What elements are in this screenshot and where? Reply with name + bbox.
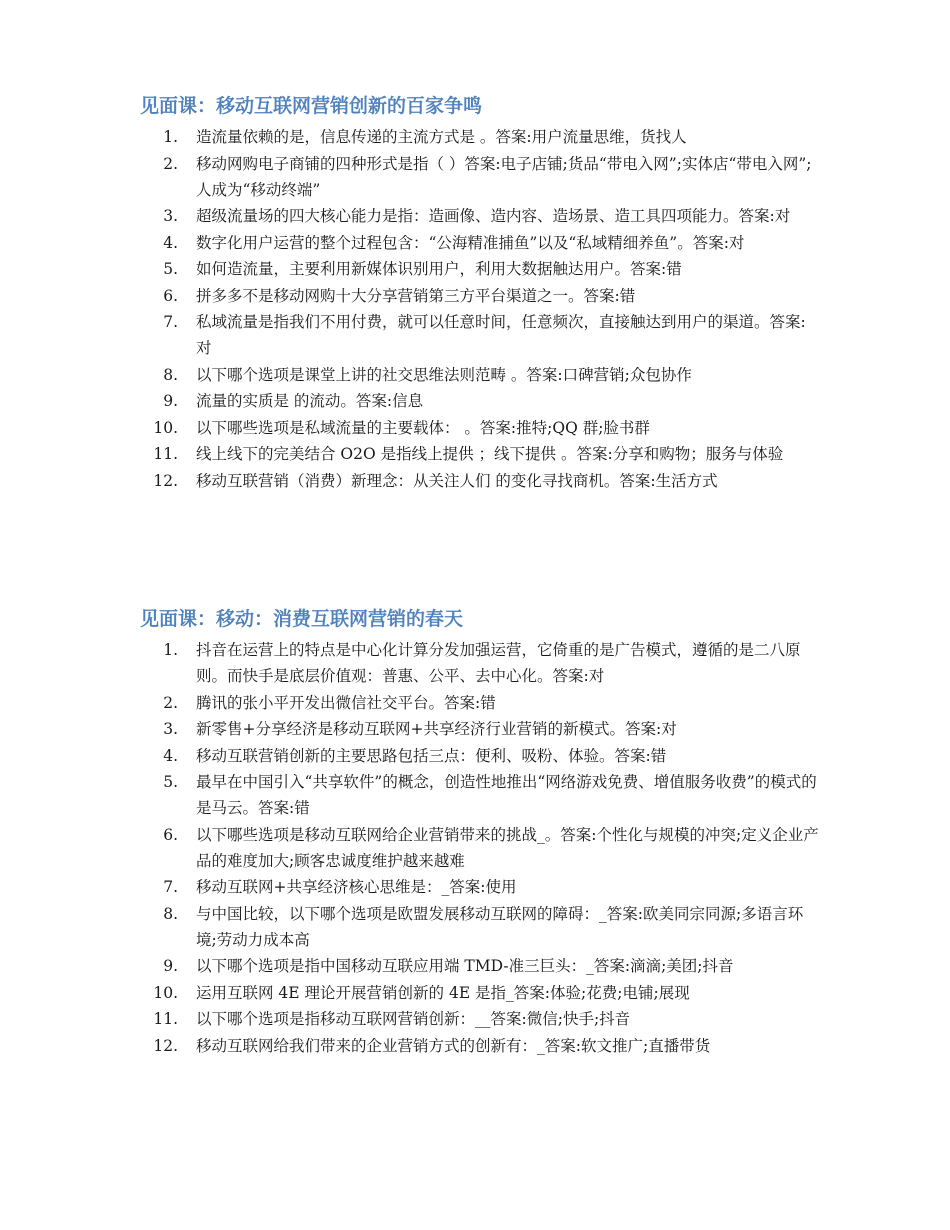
question-list — [140, 124, 820, 494]
item-number: 10. — [153, 418, 178, 437]
item-text: 私域流量是指我们不用付费，就可以任意时间，任意频次，直接触达到用户的渠道。答案:对 — [196, 313, 806, 357]
item-text: 运用互联网 4E 理论开展营销创新的 4E 是指_答案:体验;花费;电铺;展现 — [196, 983, 690, 1002]
item-number: 9. — [163, 392, 178, 410]
question-list — [140, 637, 820, 1059]
list-item — [140, 769, 820, 821]
item-text: 数字化用户运营的整个过程包含：“公海精准捕鱼”以及“私域精细养鱼”。答案:对 — [196, 233, 745, 252]
item-number: 8. — [163, 904, 178, 923]
item-text: 如何造流量，主要利用新媒体识别用户，利用大数据触达用户。答案:错 — [196, 260, 682, 278]
list-item — [140, 953, 820, 979]
item-text: 以下哪些选项是移动互联网给企业营销带来的挑战_。答案:个性化与规模的冲突;定义企业产品的难度加大;顾客忠诚度维护越来越难 — [196, 825, 819, 870]
list-item — [140, 716, 820, 742]
list-item — [140, 690, 820, 716]
item-number: 7. — [163, 313, 178, 331]
section-heading: 见面课：移动：消费互联网营销的春天 — [140, 608, 464, 630]
list-item — [140, 203, 820, 229]
item-number: 11. — [153, 1010, 178, 1028]
item-text: 移动互联网给我们带来的企业营销方式的创新有：_答案:软文推广;直播带货 — [196, 1036, 711, 1055]
list-item — [140, 822, 820, 874]
item-text: 移动互联营销创新的主要思路包括三点：便利、吸粉、体验。答案:错 — [196, 746, 667, 765]
list-item — [140, 468, 820, 494]
list-item — [140, 388, 820, 414]
item-text: 超级流量场的四大核心能力是指：造画像、造内容、造场景、造工具四项能力。答案:对 — [196, 207, 791, 225]
section-face-to-face-lesson-2 — [140, 605, 820, 1059]
item-text: 最早在中国引入“共享软件”的概念，创造性地推出“网络游戏免费、增值服务收费”的模式的是马云。答案:错 — [196, 773, 817, 817]
item-number: 7. — [163, 878, 178, 896]
list-item — [140, 441, 820, 467]
list-item — [140, 415, 820, 441]
item-number: 1. — [163, 641, 178, 659]
list-item — [140, 283, 820, 309]
item-number: 4. — [163, 233, 178, 252]
item-text: 以下哪个选项是指移动互联网营销创新：__答案:微信;快手;抖音 — [196, 1010, 631, 1028]
list-item — [140, 230, 820, 256]
list-item — [140, 1033, 820, 1059]
item-number: 10. — [153, 983, 178, 1002]
item-text: 腾讯的张小平开发出微信社交平台。答案:错 — [196, 693, 496, 712]
item-number: 8. — [163, 365, 178, 384]
item-text: 新零售+分享经济是移动互联网+共享经济行业营销的新模式。答案:对 — [196, 720, 677, 738]
item-text: 流量的实质是 的流动。答案:信息 — [196, 392, 424, 410]
item-text: 以下哪个选项是指中国移动互联应用端 TMD-准三巨头：_答案:滴滴;美团;抖音 — [196, 957, 734, 975]
item-text: 以下哪个选项是课堂上讲的社交思维法则范畴 。答案:口碑营销;众包协作 — [196, 365, 692, 384]
list-item — [140, 362, 820, 388]
list-item — [140, 309, 820, 361]
item-number: 6. — [163, 286, 178, 305]
list-item — [140, 743, 820, 769]
item-text: 与中国比较，以下哪个选项是欧盟发展移动互联网的障碍：_答案:欧美同宗同源;多语言环境;劳动力成本高 — [196, 904, 804, 949]
item-number: 5. — [163, 260, 178, 278]
list-item — [140, 256, 820, 282]
item-text: 移动互联营销（消费）新理念：从关注人们 的变化寻找商机。答案:生活方式 — [196, 471, 718, 490]
item-number: 12. — [153, 471, 178, 490]
list-item — [140, 1006, 820, 1032]
item-text: 移动互联网+共享经济核心思维是：_答案:使用 — [196, 878, 517, 896]
item-text: 抖音在运营上的特点是中心化计算分发加强运营，它倚重的是广告模式，遵循的是二八原则。而快手是底层价值观：普惠、公平、去中心化。答案:对 — [196, 641, 801, 685]
list-item — [140, 874, 820, 900]
item-number: 11. — [153, 445, 178, 463]
item-number: 4. — [163, 746, 178, 765]
list-item — [140, 124, 820, 150]
section-heading: 见面课：移动互联网营销创新的百家争鸣 — [140, 95, 483, 117]
item-number: 2. — [163, 154, 178, 173]
list-item — [140, 980, 820, 1006]
item-text: 移动网购电子商铺的四种形式是指（ ）答案:电子店铺;货品“带电入网”;实体店“带电入网”;人成为“移动终端” — [196, 154, 812, 199]
item-text: 以下哪些选项是私域流量的主要载体： 。答案:推特;QQ 群;脸书群 — [196, 418, 650, 437]
item-number: 1. — [163, 128, 178, 146]
list-item — [140, 637, 820, 689]
item-text: 线上线下的完美结合 O2O 是指线上提供 ；线下提供 。答案:分享和购物；服务与体验 — [196, 445, 784, 463]
item-number: 3. — [163, 720, 178, 738]
item-number: 3. — [163, 207, 178, 225]
item-number: 12. — [153, 1036, 178, 1055]
item-text: 造流量依赖的是，信息传递的主流方式是 。答案:用户流量思维，货找人 — [196, 128, 687, 146]
list-item — [140, 901, 820, 953]
item-number: 9. — [163, 957, 178, 975]
item-number: 2. — [163, 693, 178, 712]
section-face-to-face-lesson-1 — [140, 92, 820, 494]
item-text: 拼多多不是移动网购十大分享营销第三方平台渠道之一。答案:错 — [196, 286, 636, 305]
item-number: 5. — [163, 773, 178, 791]
item-number: 6. — [163, 825, 178, 844]
list-item — [140, 151, 820, 203]
